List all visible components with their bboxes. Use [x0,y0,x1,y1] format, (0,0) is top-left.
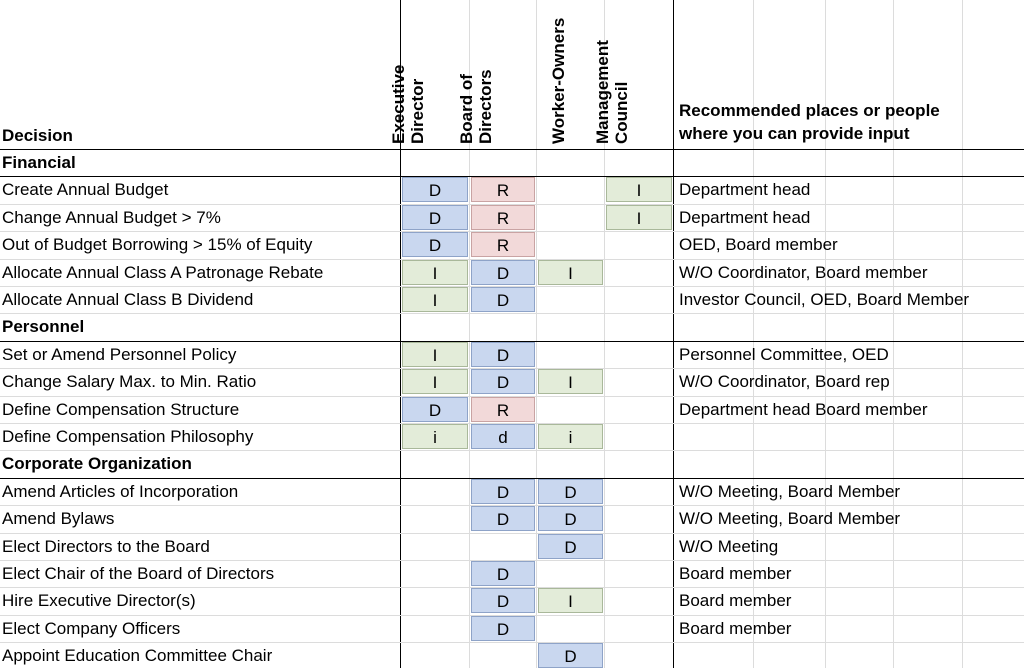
header-line: Management [592,40,612,144]
input-cell[interactable]: W/O Meeting, Board Member [679,509,901,529]
table-row [0,423,1024,450]
section-separator [0,341,1024,342]
bd-code-cell[interactable]: D [471,561,535,586]
input-cell[interactable] [679,423,1023,450]
grid-line [0,423,1024,424]
header-separator [0,149,1024,150]
ed-code-cell[interactable]: I [402,287,468,312]
input-cell[interactable]: Investor Council, OED, Board Member [679,290,970,309]
section-row [0,313,1024,340]
mc-code-cell[interactable]: I [606,205,672,230]
ed-code-cell[interactable]: D [402,397,468,422]
wo-code-cell[interactable]: D [538,643,603,668]
table-row [0,341,1024,368]
bd-code-cell[interactable]: D [471,369,535,394]
grid-line [0,533,1024,534]
decision-cell[interactable]: Elect Chair of the Board of Directors [2,564,275,583]
input-cell[interactable]: Personnel Committee, OED [679,344,889,364]
header-line: Recommended places or people [679,101,940,120]
grid-line [0,259,1024,260]
input-cell[interactable]: Department head [679,207,811,227]
input-cell[interactable]: OED, Board member [679,235,838,255]
bd-code-cell[interactable]: D [471,260,535,285]
table-row [0,286,1024,313]
input-cell[interactable]: W/O Coordinator, Board rep [679,372,890,392]
mc-code-cell[interactable]: I [606,177,672,202]
input-cell[interactable] [679,642,1023,668]
section-separator [0,176,1024,177]
input-cell[interactable]: W/O Meeting [679,536,779,556]
header-line: Worker-Owners [549,17,568,144]
bd-code-cell[interactable]: D [471,342,535,367]
wo-code-cell[interactable]: I [538,260,603,285]
table-row [0,642,1024,668]
input-cell[interactable]: Department head Board member [679,399,928,419]
section-row [0,450,1024,477]
wo-code-cell[interactable]: D [538,506,603,531]
bd-code-cell[interactable]: D [471,479,535,504]
decision-cell[interactable]: Elect Directors to the Board [2,536,210,556]
input-header[interactable] [679,99,940,145]
table-row [0,231,1024,258]
input-cell[interactable]: W/O Coordinator, Board member [679,262,928,282]
grid-line [0,505,1024,506]
bd-code-cell[interactable]: D [471,287,535,312]
header-line: Council [611,81,631,144]
ed-code-cell[interactable]: D [402,177,468,202]
wo-code-cell[interactable]: D [538,479,603,504]
bd-code-cell[interactable]: d [471,424,535,449]
header-line: Directors [475,69,495,144]
input-cell[interactable]: Board member [679,618,792,638]
grid-line [0,450,1024,451]
bd-code-cell[interactable]: R [471,397,535,422]
input-cell[interactable]: Department head [679,180,811,200]
grid-line [0,286,1024,287]
decision-cell[interactable]: Hire Executive Director(s) [2,591,196,611]
header-line: where you can provide input [679,124,910,143]
management-council-header[interactable] [592,0,673,148]
table-row [0,259,1024,286]
decision-cell[interactable]: Amend Articles of Incorporation [2,481,239,501]
board-of-directors-header[interactable] [456,0,536,148]
wo-code-cell[interactable]: I [538,588,603,613]
decision-cell[interactable]: Define Compensation Philosophy [2,427,254,446]
ed-code-cell[interactable]: I [402,369,468,394]
bd-code-cell[interactable]: D [471,588,535,613]
decision-cell[interactable]: Define Compensation Structure [2,399,240,419]
bd-code-cell[interactable]: R [471,205,535,230]
ed-code-cell[interactable]: I [402,260,468,285]
grid-line [0,313,1024,314]
bd-code-cell[interactable]: D [471,506,535,531]
grid-line [0,587,1024,588]
decision-header[interactable]: Decision [2,126,73,145]
bd-code-cell[interactable]: R [471,232,535,257]
table-row [0,204,1024,231]
table-row [0,533,1024,560]
table-row [0,560,1024,587]
table-row [0,615,1024,642]
bd-code-cell[interactable]: D [471,616,535,641]
section-label[interactable]: Corporate Organization [2,454,192,474]
table-row [0,478,1024,505]
section-row [0,149,1024,176]
input-cell[interactable]: Board member [679,564,792,583]
decision-cell[interactable]: Change Salary Max. to Min. Ratio [2,372,257,392]
decision-cell[interactable]: Create Annual Budget [2,180,169,200]
wo-code-cell[interactable]: i [538,424,603,449]
table-row [0,505,1024,532]
grid-line [0,615,1024,616]
grid-line [0,642,1024,643]
decision-cell[interactable]: Amend Bylaws [2,509,115,529]
input-cell[interactable]: W/O Meeting, Board Member [679,481,901,501]
decision-cell[interactable]: Set or Amend Personnel Policy [2,344,237,364]
decision-cell[interactable]: Appoint Education Committee Chair [2,646,273,666]
grid-line [0,231,1024,232]
section-label[interactable]: Personnel [2,317,85,337]
ed-code-cell[interactable]: i [402,424,468,449]
decision-cell[interactable]: Change Annual Budget > 7% [2,207,221,227]
grid-line [0,396,1024,397]
ed-code-cell[interactable]: D [402,232,468,257]
ed-code-cell[interactable]: I [402,342,468,367]
grid-line [0,204,1024,205]
decision-cell[interactable]: Elect Company Officers [2,618,181,638]
input-cell[interactable]: Board member [679,591,792,611]
grid-line [0,368,1024,369]
header-line: Board of [456,74,476,144]
section-separator [0,478,1024,479]
decision-cell[interactable]: Allocate Annual Class B Dividend [2,290,254,309]
table-row [0,176,1024,203]
wo-code-cell[interactable]: D [538,534,603,559]
ed-code-cell[interactable]: D [402,205,468,230]
table-row [0,368,1024,395]
bd-code-cell[interactable]: R [471,177,535,202]
decision-cell[interactable]: Allocate Annual Class A Patronage Rebate [2,262,324,282]
header-line: Director [407,78,427,144]
decision-cell[interactable]: Out of Budget Borrowing > 15% of Equity [2,235,313,255]
header-line: Executive [388,64,408,144]
wo-code-cell[interactable]: I [538,369,603,394]
table-row [0,587,1024,614]
grid-line [0,560,1024,561]
table-row [0,396,1024,423]
section-label[interactable]: Financial [2,153,76,172]
